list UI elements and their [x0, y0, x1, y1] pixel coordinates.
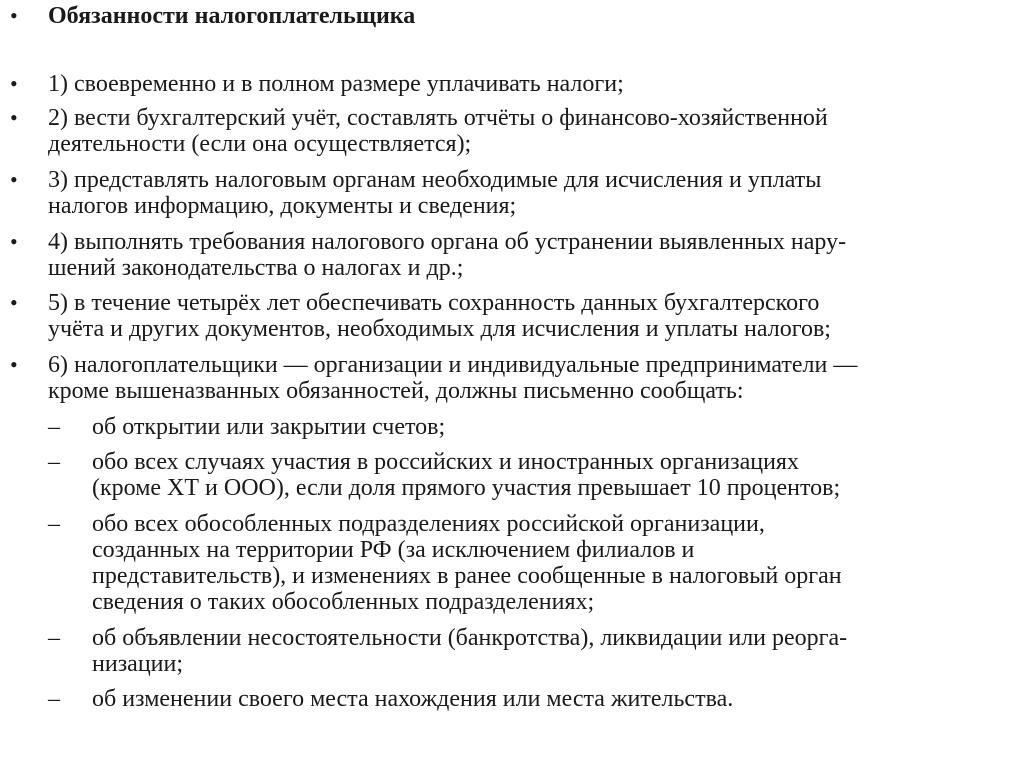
sub-item-line: представительств), и изменениях в ранее сообщенные в налоговый орган — [92, 563, 842, 589]
dash-marker: – — [48, 414, 60, 440]
list-item-line: 2) вести бухгалтерский учёт, составлять отчёты о финансово-хозяйственной — [48, 105, 828, 131]
sub-item-line: созданных на территории РФ (за исключением филиалов и — [92, 537, 695, 563]
list-item-line: кроме вышеназванных обязанностей, должны письменно сообщать: — [48, 378, 744, 404]
list-item-line: 5) в течение четырёх лет обеспечивать сохранность данных бухгалтерского — [48, 290, 820, 316]
sub-item-line: низации; — [92, 651, 184, 677]
list-item-line: учёта и других документов, необходимых для исчисления и уплаты налогов; — [48, 316, 831, 342]
list-item-line: 6) налогоплательщики — организации и индивидуальные предприниматели — — [48, 352, 858, 378]
sub-item-line: сведения о таких обособленных подразделениях; — [92, 589, 595, 615]
dash-marker: – — [48, 686, 60, 712]
bullet-marker: • — [10, 229, 18, 254]
list-item-line: налогов информацию, документы и сведения; — [48, 193, 517, 219]
list-item-line: шений законодательства о налогах и др.; — [48, 255, 464, 281]
dash-marker: – — [48, 625, 60, 651]
sub-item-line: об изменении своего места нахождения или места жительства. — [92, 686, 734, 712]
dash-marker: – — [48, 511, 60, 537]
bullet-marker: • — [10, 352, 18, 377]
sub-item-line: обо всех случаях участия в российских и иностранных организациях — [92, 449, 799, 475]
sub-item-line: обо всех обособленных подразделениях российской организации, — [92, 511, 765, 537]
list-item-line: 3) представлять налоговым органам необходимые для исчисления и уплаты — [48, 167, 822, 193]
list-item-line: 4) выполнять требования налогового органа об устранении выявленных нару- — [48, 229, 847, 255]
sub-item-line: об объявлении несостоятельности (банкротства), ликвидации или реорга- — [92, 625, 848, 651]
dash-marker: – — [48, 449, 60, 475]
bullet-marker: • — [10, 105, 18, 130]
list-item-line: деятельности (если она осуществляется); — [48, 131, 472, 157]
list-item-line: 1) своевременно и в полном размере уплачивать налоги; — [48, 71, 624, 97]
bullet-marker: • — [10, 290, 18, 315]
sub-item-line: (кроме ХТ и ООО), если доля прямого участия превышает 10 процентов; — [92, 475, 841, 501]
sub-item-line: об открытии или закрытии счетов; — [92, 414, 446, 440]
bullet-marker: • — [10, 3, 18, 28]
bullet-marker: • — [10, 71, 18, 96]
slide-heading: Обязанности налогоплательщика — [48, 3, 416, 29]
bullet-marker: • — [10, 167, 18, 192]
